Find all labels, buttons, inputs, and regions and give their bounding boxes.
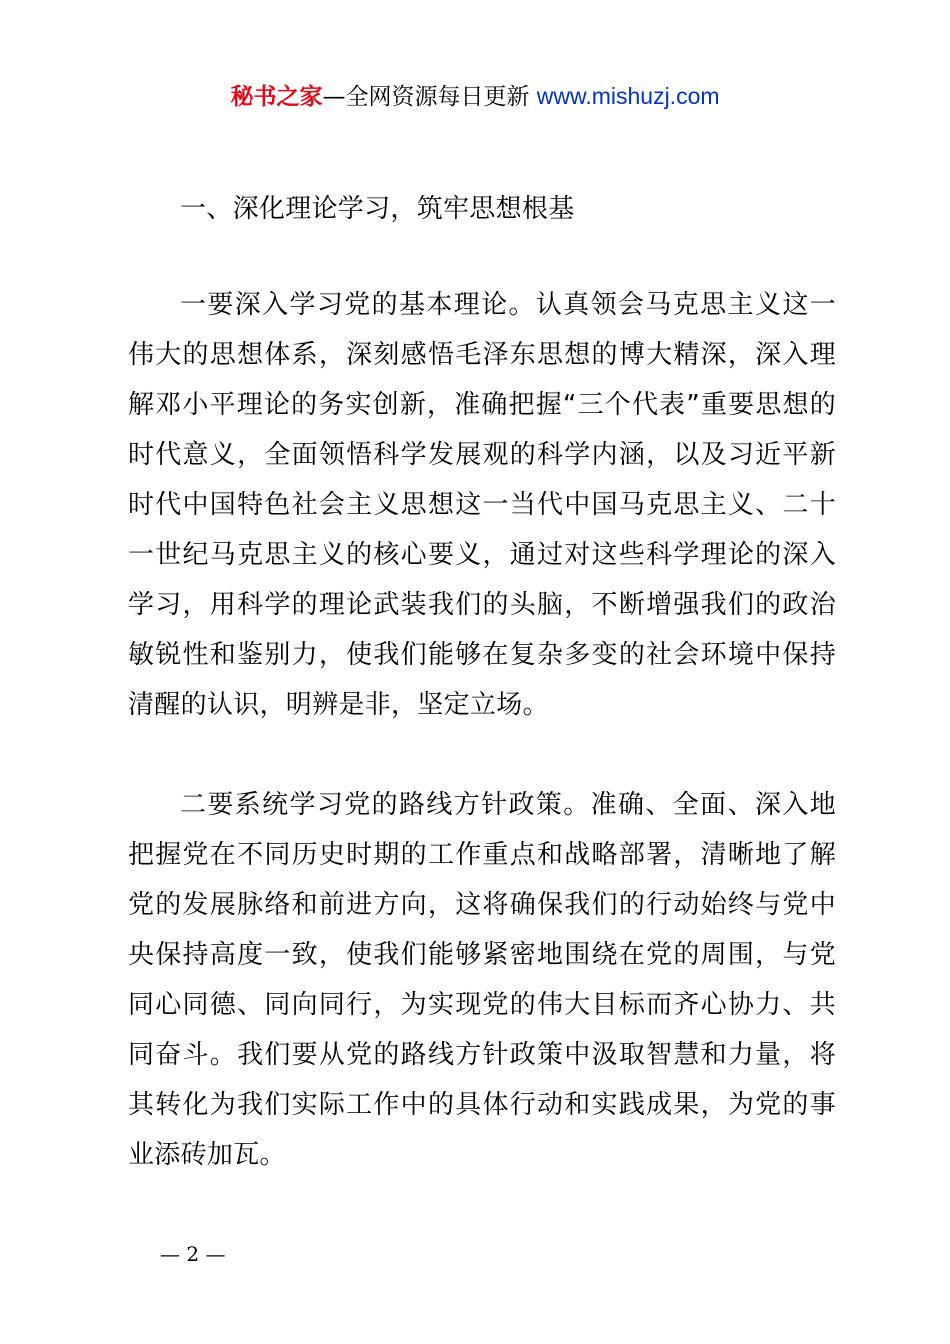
paragraph-theory-study: 一要深入学习党的基本理论。认真领会马克思主义这一伟大的思想体系，深刻感悟毛泽东思想的博大精深，深入理解邓小平理论的务实创新，准确把握“三个代表”重要思想的时代意义，全面领悟科学发展观的科学内涵，以及习近平新时代中国特色社会主义思想这一当代中国马克思主义、二十一世纪马克思主义的核心要义，通过对这些科学理论的深入学习，用科学的理论武装我们的头脑，不断增强我们的政治敏锐性和鉴别力，使我们能够在复杂多变的社会环境中保持清醒的认识，明辨是非，坚定立场。 — [128, 290, 836, 720]
document-body — [128, 184, 836, 1180]
header-tagline: —全网资源每日更新 — [322, 84, 537, 110]
site-header — [0, 80, 950, 113]
page-number: — 2 — — [160, 1242, 226, 1266]
section-heading: 一、深化理论学习，筑牢思想根基 — [180, 194, 575, 224]
brand-name: 秘书之家 — [230, 84, 323, 110]
site-url-link[interactable]: www.mishuzj.com — [536, 83, 720, 109]
paragraph-policy-study: 二要系统学习党的路线方针政策。准确、全面、深入地把握党在不同历史时期的工作重点和战略部署，清晰地了解党的发展脉络和前进方向，这将确保我们的行动始终与党中央保持高度一致，使我们能够紧密地围绕在党的周围，与党同心同德、同向同行，为实现党的伟大目标而齐心协力、共同奋斗。我们要从党的路线方针政策中汲取智慧和力量，将其转化为我们实际工作中的具体行动和实践成果，为党的事业添砖加瓦。 — [128, 790, 836, 1170]
